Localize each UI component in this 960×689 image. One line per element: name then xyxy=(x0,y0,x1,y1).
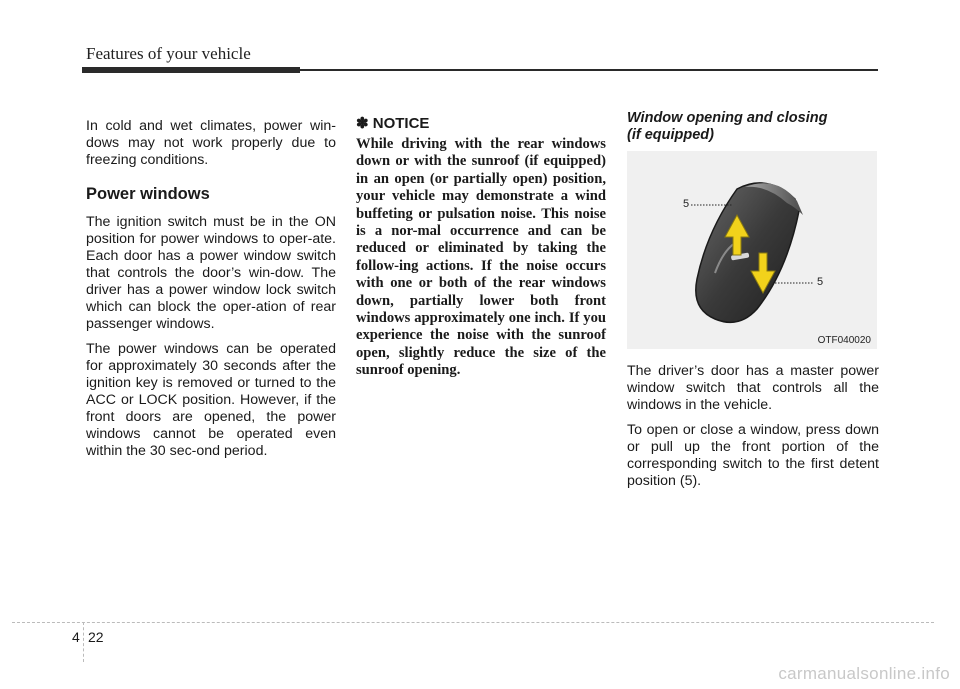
header-rule xyxy=(300,69,878,71)
window-switch-illustration xyxy=(627,151,877,349)
callout-top-label: 5 xyxy=(683,198,690,210)
footer-rule xyxy=(12,622,934,623)
window-opening-heading-line1: Window opening and closing xyxy=(627,110,828,126)
footer-divider xyxy=(83,622,84,662)
column-2 xyxy=(356,115,606,380)
chapter-number: 4 xyxy=(72,629,80,645)
window-switch-figure xyxy=(627,151,877,349)
header-bar xyxy=(82,67,300,73)
intro-paragraph: In cold and wet climates, power win-dows may not work properly due to freezing conditions. xyxy=(86,118,336,168)
window-opening-heading-line2: (if equipped) xyxy=(627,126,714,143)
section-title: Features of your vehicle xyxy=(86,44,251,63)
window-paragraph-1: The driver’s door has a master power window switch that controls all the windows in the vehicle. xyxy=(627,363,879,413)
power-windows-paragraph-1: The ignition switch must be in the ON position for power windows to oper-ate. Each door has a power window switch that controls the door’s win-dow. The driver has a power window lock switch which can block the oper-ation of rear passenger windows. xyxy=(86,214,336,332)
figure-code: OTF040020 xyxy=(817,335,871,346)
window-paragraph-2: To open or close a window, press down or pull up the front portion of the corresponding switch to the first detent position (5). xyxy=(627,422,879,489)
power-windows-paragraph-2: The power windows can be operated for approximately 30 seconds after the ignition key is removed or turned to the ACC or LOCK position. However, if the front doors are opened, the power windows cannot be operated even within the 30 sec-ond period. xyxy=(86,341,336,459)
window-opening-heading xyxy=(627,110,879,143)
callout-bottom-label: 5 xyxy=(817,276,824,288)
watermark: carmanualsonline.info xyxy=(778,664,950,683)
page-number: 22 xyxy=(88,629,104,645)
power-windows-heading: Power windows xyxy=(86,185,210,203)
column-3 xyxy=(627,110,879,498)
column-1 xyxy=(86,118,336,468)
notice-title: ✽ NOTICE xyxy=(356,115,430,132)
switch-body xyxy=(696,183,803,322)
notice-body: While driving with the rear windows down or with the sunroof (if equipped) in an open (or partially open) position, your vehicle may demonstrate a wind buffeting or pulsation noise. This noise is a nor-mal occurrence and can be reduced or eliminated by taking the follow-ing actions. If the noise occurs with one or both of the rear windows down, partially lower both front windows approximately one inch. If you experience the noise with the sunroof open, slightly reduce the size of the sunroof opening. xyxy=(356,136,606,379)
